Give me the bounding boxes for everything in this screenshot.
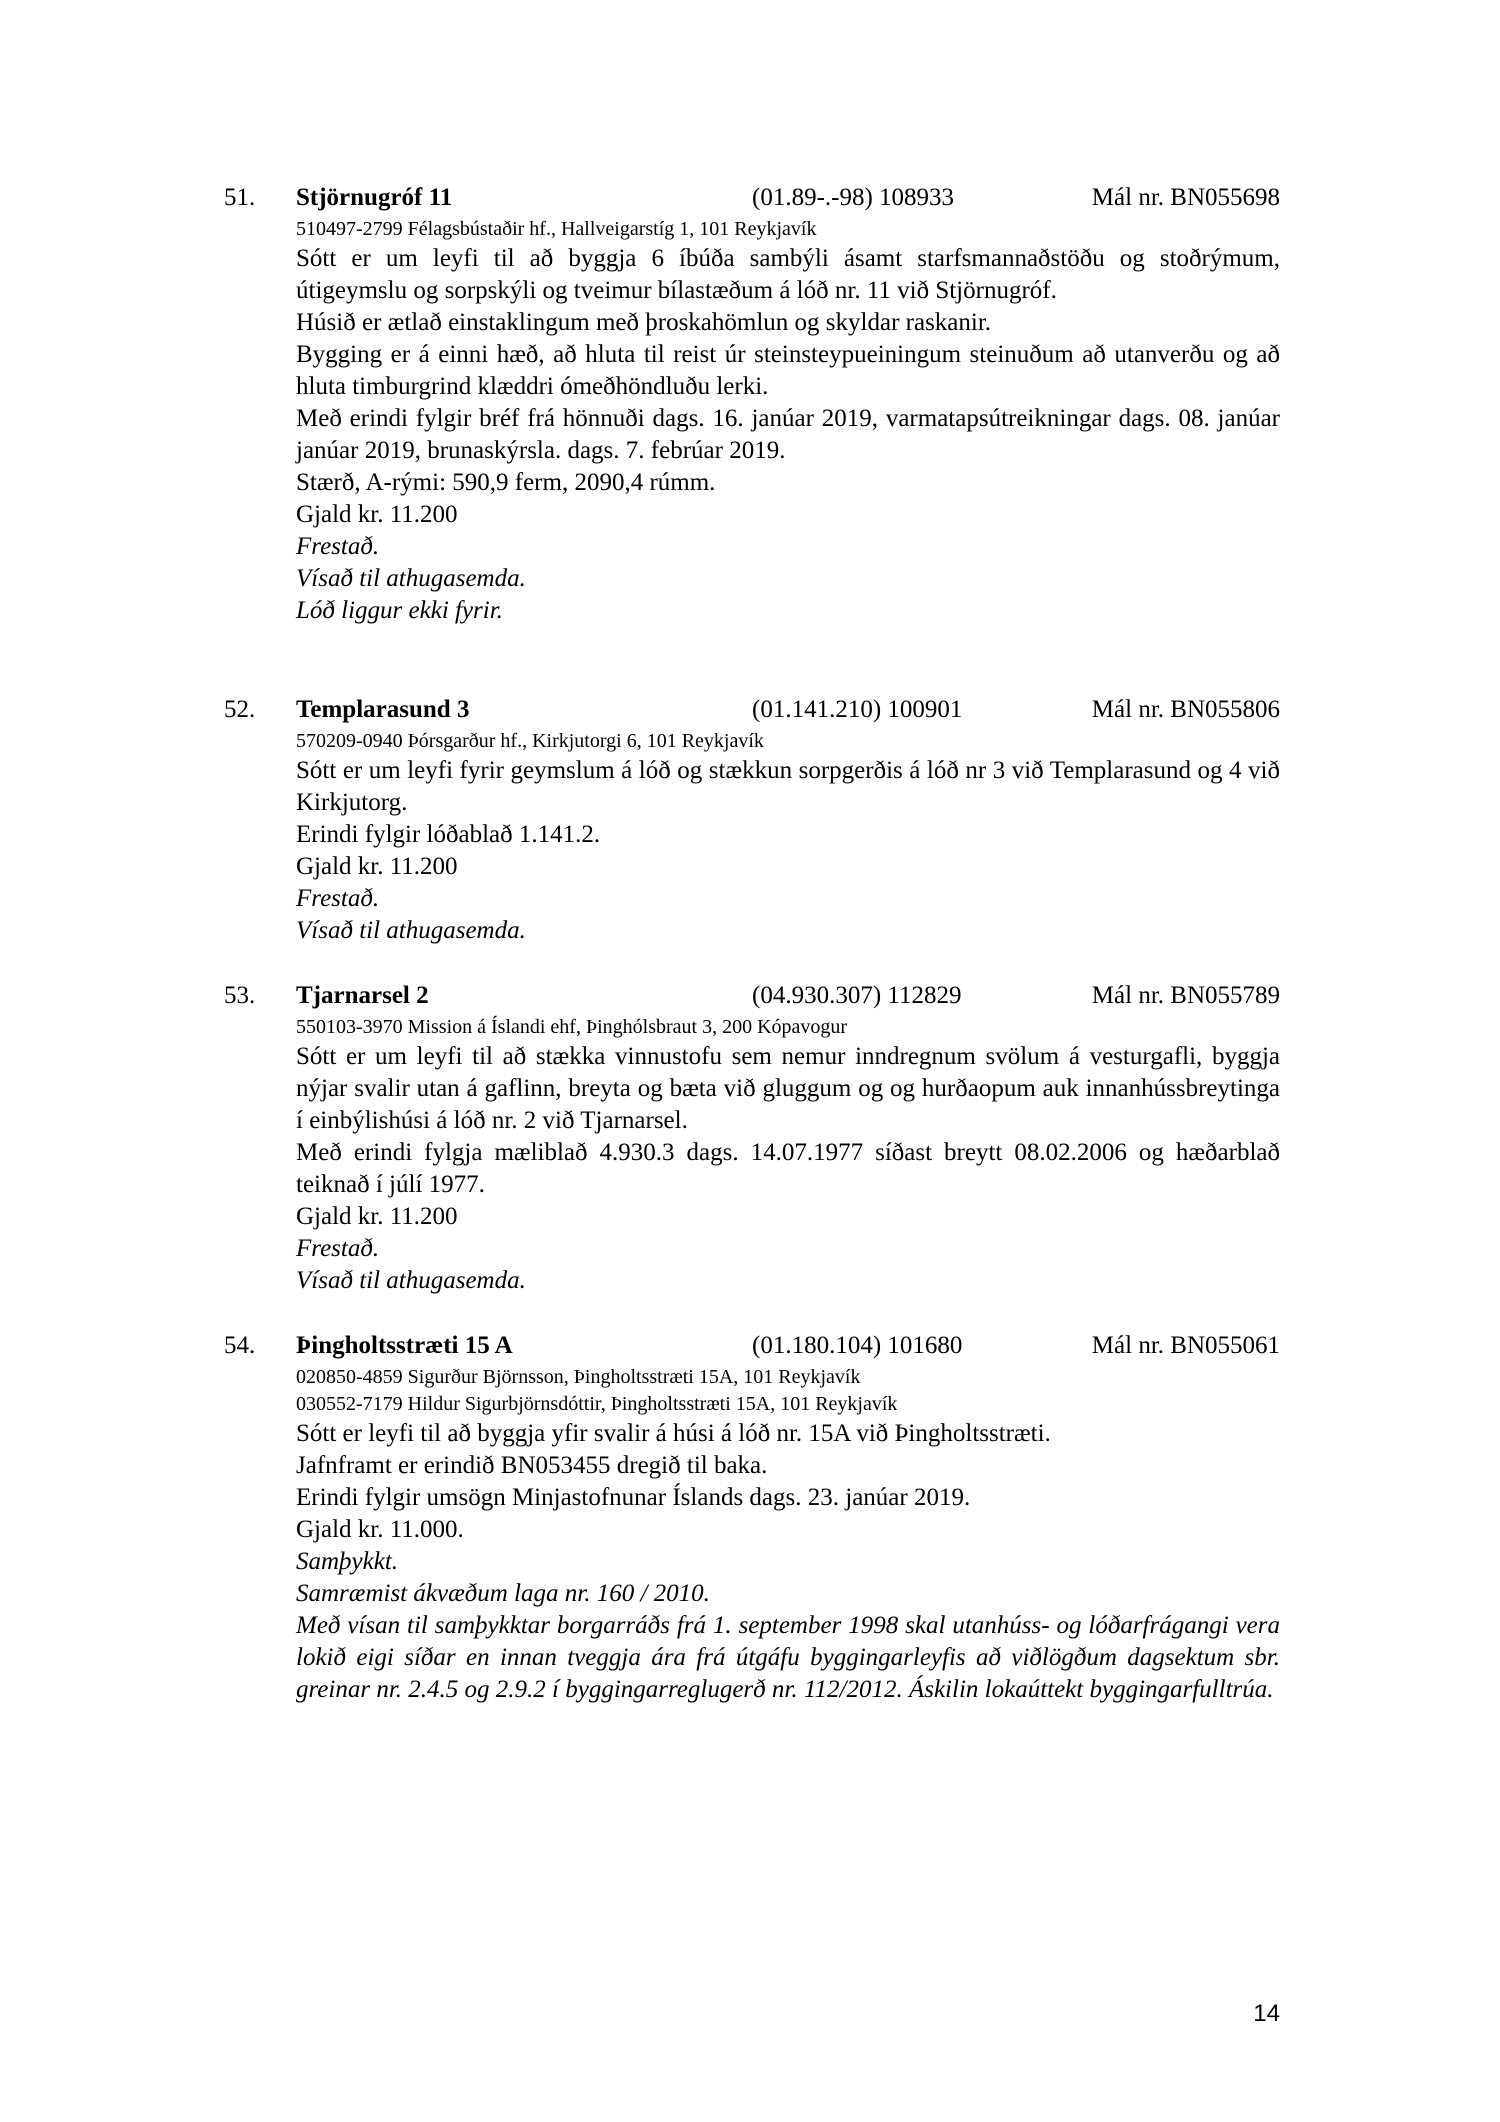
case-decision: Frestað. [296, 533, 380, 560]
case-lot-number: (01.141.210) 100901 [752, 696, 963, 723]
case-number: 52. [224, 696, 256, 723]
case-decision: Vísað til athugasemda. [296, 565, 526, 592]
case-id: Mál nr. BN055061 [1091, 1332, 1280, 1359]
case-id: Mál nr. BN055698 [1091, 184, 1280, 211]
case-number: 53. [224, 982, 256, 1009]
case-paragraph: Með erindi fylgir bréf frá hönnuði dags. 16. janúar 2019, varmatapsútreikningar dags. 08. janúar janúar 2019, brunaskýrsla. dags. 7. febrúar 2019. [296, 405, 1280, 464]
case-owner: 030552-7179 Hildur Sigurbjörnsdóttir, Þingholtsstræti 15A, 101 Reykjavík [296, 1393, 898, 1415]
case-owner: 020850-4859 Sigurður Björnsson, Þingholtsstræti 15A, 101 Reykjavík [296, 1366, 861, 1388]
case-paragraph: Sótt er um leyfi til að byggja 6 íbúða sambýli ásamt starfsmannaðstöðu og stoðrýmum, útigeymslu og sorpskýli og tveimur bílastæðum á lóð nr. 11 við Stjörnugróf. [296, 245, 1280, 304]
case-entry [224, 980, 1280, 1297]
case-fee: Gjald kr. 11.200 [296, 853, 458, 880]
case-paragraph: Sótt er leyfi til að byggja yfir svalir á húsi á lóð nr. 15A við Þingholtsstræti. [296, 1420, 1051, 1447]
case-decision: Samþykkt. [296, 1548, 399, 1575]
case-body [296, 216, 1280, 627]
case-entry [224, 182, 1280, 627]
case-header [224, 980, 1280, 1014]
case-paragraph: Húsið er ætlað einstaklingum með þroskahömlun og skyldar raskanir. [296, 309, 992, 336]
case-header [224, 1330, 1280, 1364]
case-paragraph: Með erindi fylgja mæliblað 4.930.3 dags. 14.07.1977 síðast breytt 08.02.2006 og hæðarblað teiknað í júlí 1977. [296, 1139, 1280, 1198]
page-number: 14 [1253, 2000, 1280, 2027]
case-lot-number: (01.89-.-98) 108933 [752, 184, 955, 211]
case-owner: 550103-3970 Mission á Íslandi ehf, Þinghólsbraut 3, 200 Kópavogur [296, 1016, 848, 1038]
case-paragraph: Bygging er á einni hæð, að hluta til reist úr steinsteypueiningum steinuðum að utanverðu og að hluta timburgrind klæddri ómeðhöndluðu lerki. [296, 341, 1280, 400]
case-id: Mál nr. BN055789 [1091, 982, 1280, 1009]
case-body [296, 1014, 1280, 1297]
case-fee: Gjald kr. 11.000. [296, 1516, 464, 1543]
case-lot-number: (01.180.104) 101680 [752, 1332, 963, 1359]
case-paragraph: Sótt er um leyfi fyrir geymslum á lóð og stækkun sorpgerðis á lóð nr 3 við Templarasund og 4 við Kirkjutorg. [296, 757, 1280, 816]
case-fee: Gjald kr. 11.200 [296, 501, 458, 528]
case-header [224, 182, 1280, 216]
case-owner: 510497-2799 Félagsbústaðir hf., Hallveigarstíg 1, 101 Reykjavík [296, 218, 817, 240]
case-number: 54. [224, 1332, 256, 1359]
case-decision: Frestað. [296, 885, 380, 912]
case-entry [224, 1330, 1280, 1706]
case-header [224, 694, 1280, 728]
case-lot-number: (04.930.307) 112829 [752, 982, 962, 1009]
case-body [296, 728, 1280, 947]
case-paragraph: Erindi fylgir lóðablað 1.141.2. [296, 821, 601, 848]
case-address: Templarasund 3 [296, 696, 470, 723]
case-entry [224, 694, 1280, 947]
case-paragraph: Erindi fylgir umsögn Minjastofnunar Íslands dags. 23. janúar 2019. [296, 1484, 971, 1511]
case-paragraph: Stærð, A-rými: 590,9 ferm, 2090,4 rúmm. [296, 469, 716, 496]
case-paragraph: Sótt er um leyfi til að stækka vinnustofu sem nemur inndregnum svölum á vesturgafli, byggja nýjar svalir utan á gaflinn, breyta og bæta við gluggum og og hurðaopum auk innanhússbreytinga í einbýlishúsi á lóð nr. 2 við Tjarnarsel. [296, 1043, 1280, 1134]
case-body [296, 1364, 1280, 1706]
case-paragraph: Jafnframt er erindið BN053455 dregið til baka. [296, 1452, 768, 1479]
case-fee: Gjald kr. 11.200 [296, 1203, 458, 1230]
case-decision: Vísað til athugasemda. [296, 917, 526, 944]
case-address: Tjarnarsel 2 [296, 982, 429, 1009]
case-owner: 570209-0940 Þórsgarður hf., Kirkjutorgi 6, 101 Reykjavík [296, 730, 764, 752]
case-address: Stjörnugróf 11 [296, 184, 453, 211]
case-decision: Samræmist ákvæðum laga nr. 160 / 2010. [296, 1580, 710, 1607]
case-decision: Frestað. [296, 1235, 380, 1262]
case-decision: Með vísan til samþykktar borgarráðs frá 1. september 1998 skal utanhúss- og lóðarfrágangi vera lokið eigi síðar en innan tveggja ára frá útgáfu byggingarleyfis að viðlögðum dagsektum sbr. greinar nr. 2.4.5 og 2.9.2 í byggingarreglugerð nr. 112/2012. Áskilin lokaúttekt byggingarfulltrúa. [296, 1612, 1280, 1703]
case-decision: Vísað til athugasemda. [296, 1267, 526, 1294]
case-decision: Lóð liggur ekki fyrir. [296, 597, 503, 624]
case-address: Þingholtsstræti 15 A [296, 1332, 513, 1359]
case-id: Mál nr. BN055806 [1091, 696, 1280, 723]
case-number: 51. [224, 184, 256, 211]
